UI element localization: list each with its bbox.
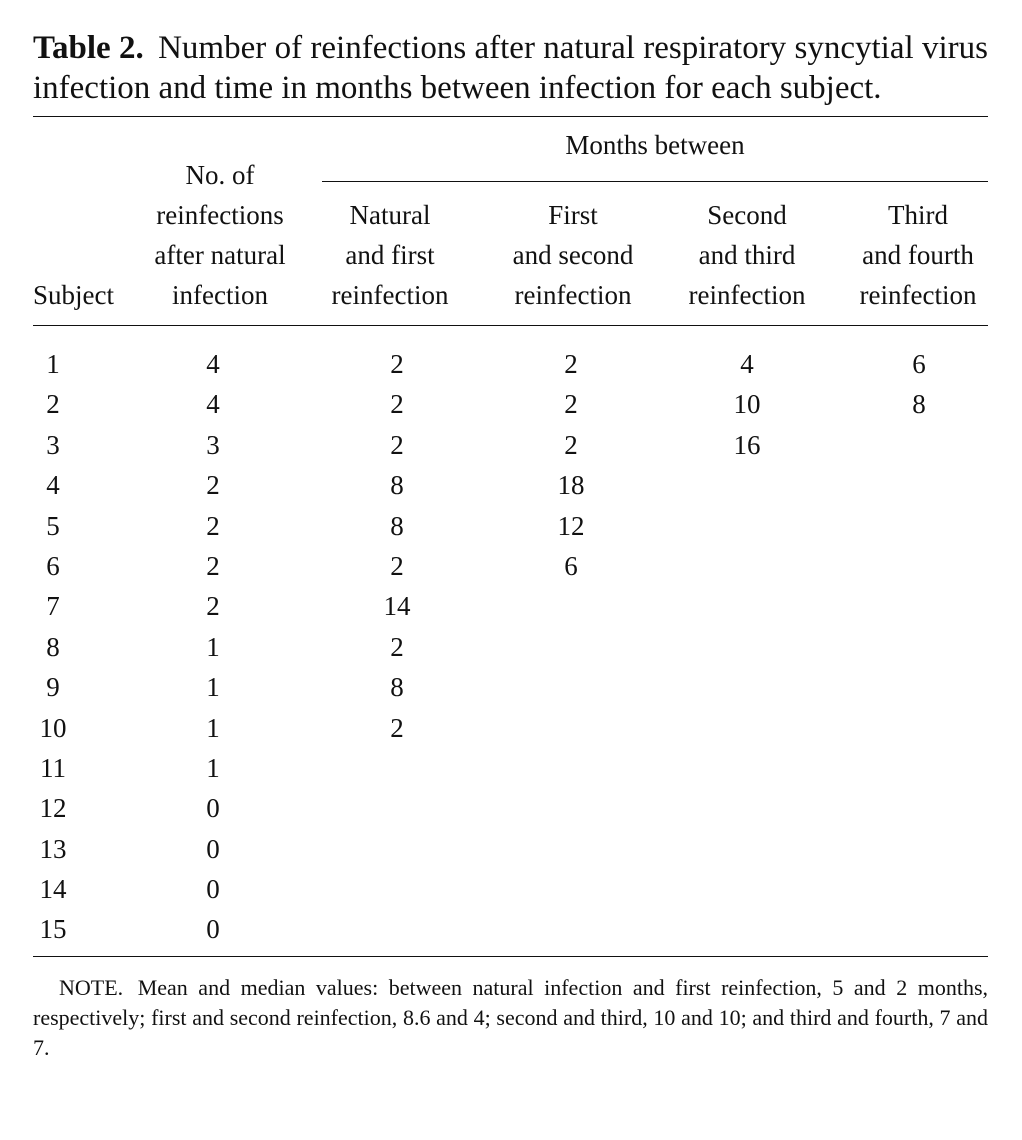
subject-cell: 2 (46, 389, 60, 420)
header-months-between: Months between (565, 130, 745, 160)
header-second-third (673, 195, 821, 315)
table-header (33, 117, 988, 325)
first-second-cell: 12 (557, 510, 585, 541)
table-row (33, 627, 988, 667)
first-second-cell: 6 (564, 550, 578, 581)
natural-first-cell: 2 (390, 550, 404, 581)
header-line: reinfection (331, 280, 449, 310)
subject-cell: 13 (39, 833, 67, 864)
third-fourth-cell: 8 (912, 389, 926, 420)
natural-first-cell: 2 (390, 349, 404, 379)
table-row (33, 586, 988, 626)
table-body (33, 326, 988, 956)
num-reinfections-cell: 0 (206, 793, 220, 824)
header-line: No. of (185, 160, 255, 190)
table-row (33, 667, 988, 707)
bottom-rule (33, 956, 988, 957)
table-row (33, 344, 988, 384)
subject-cell: 12 (39, 793, 67, 824)
natural-first-cell: 2 (390, 389, 404, 420)
natural-first-cell: 2 (390, 631, 404, 662)
subject-cell: 7 (46, 591, 60, 622)
natural-first-cell: 2 (390, 712, 404, 743)
table-row (33, 748, 988, 788)
num-reinfections-cell: 0 (206, 833, 220, 864)
table-row (33, 788, 988, 828)
natural-first-cell: 8 (390, 470, 404, 501)
header-num-reinfections (137, 155, 303, 315)
table-row (33, 909, 988, 949)
subject-cell: 14 (39, 874, 67, 905)
header-line: and second (512, 240, 634, 270)
third-fourth-cell: 6 (912, 349, 926, 379)
natural-first-cell: 2 (390, 429, 404, 460)
first-second-cell: 2 (564, 389, 578, 420)
note-text: Mean and median values: between natural infection and first reinfection, 5 and 2 months, respectively; first and second reinfection, 8.6 and 4; second and third, 10 and 10; and third and fourth, 7 and 7. (33, 974, 989, 1060)
table-row (33, 869, 988, 909)
num-reinfections-cell: 4 (206, 389, 220, 420)
subject-cell: 10 (39, 712, 67, 743)
num-reinfections-cell: 0 (206, 874, 220, 905)
note-label: NOTE. (59, 974, 124, 1000)
second-third-cell: 4 (740, 349, 754, 379)
first-second-cell: 2 (564, 429, 578, 460)
table-row (33, 384, 988, 424)
table-caption-text: Number of reinfections after natural respiratory syncytial virus infection and time in months between infection for each subject. (33, 30, 988, 106)
header-line: and fourth (862, 240, 974, 270)
num-reinfections-cell: 4 (206, 349, 220, 379)
header-line: reinfection (688, 280, 806, 310)
months-between-rule (322, 181, 988, 182)
num-reinfections-cell: 2 (206, 470, 220, 501)
header-subject: Subject (33, 280, 114, 310)
second-third-cell: 10 (733, 389, 761, 420)
table-page (33, 28, 988, 1085)
header-natural-first (315, 195, 465, 315)
first-second-cell: 2 (564, 349, 578, 379)
num-reinfections-cell: 1 (206, 631, 220, 662)
subject-cell: 1 (46, 349, 60, 379)
header-line: and first (345, 240, 435, 270)
natural-first-cell: 8 (390, 510, 404, 541)
header-line: infection (172, 280, 268, 310)
num-reinfections-cell: 2 (206, 591, 220, 622)
table-row (33, 425, 988, 465)
subject-cell: 4 (46, 470, 60, 501)
table-row (33, 506, 988, 546)
header-line: Natural (349, 200, 431, 230)
table-caption (33, 28, 988, 108)
table-note (33, 973, 988, 1063)
num-reinfections-cell: 3 (206, 429, 220, 460)
subject-cell: 8 (46, 631, 60, 662)
num-reinfections-cell: 2 (206, 550, 220, 581)
subject-cell: 9 (46, 672, 60, 703)
num-reinfections-cell: 1 (206, 712, 220, 743)
subject-cell: 15 (39, 914, 67, 945)
header-line: reinfection (514, 280, 632, 310)
subject-cell: 5 (46, 510, 60, 541)
second-third-cell: 16 (733, 429, 761, 460)
subject-cell: 11 (40, 752, 66, 783)
natural-first-cell: 14 (383, 591, 411, 622)
table-row (33, 708, 988, 748)
header-line: reinfections (156, 200, 284, 230)
num-reinfections-cell: 0 (206, 914, 220, 945)
table-row (33, 829, 988, 869)
table-row (33, 546, 988, 586)
header-third-fourth (845, 195, 991, 315)
header-line: after natural (154, 240, 286, 270)
num-reinfections-cell: 2 (206, 510, 220, 541)
header-line: First (548, 200, 598, 230)
table-label: Table 2. (33, 30, 144, 66)
header-line: Second (707, 200, 787, 230)
subject-cell: 6 (46, 550, 60, 581)
header-line: Third (888, 200, 948, 230)
subject-cell: 3 (46, 429, 60, 460)
num-reinfections-cell: 1 (206, 672, 220, 703)
first-second-cell: 18 (557, 470, 585, 501)
header-line: and third (698, 240, 796, 270)
header-line: reinfection (859, 280, 977, 310)
natural-first-cell: 8 (390, 672, 404, 703)
table-row (33, 465, 988, 505)
num-reinfections-cell: 1 (206, 752, 220, 783)
header-first-second (493, 195, 653, 315)
